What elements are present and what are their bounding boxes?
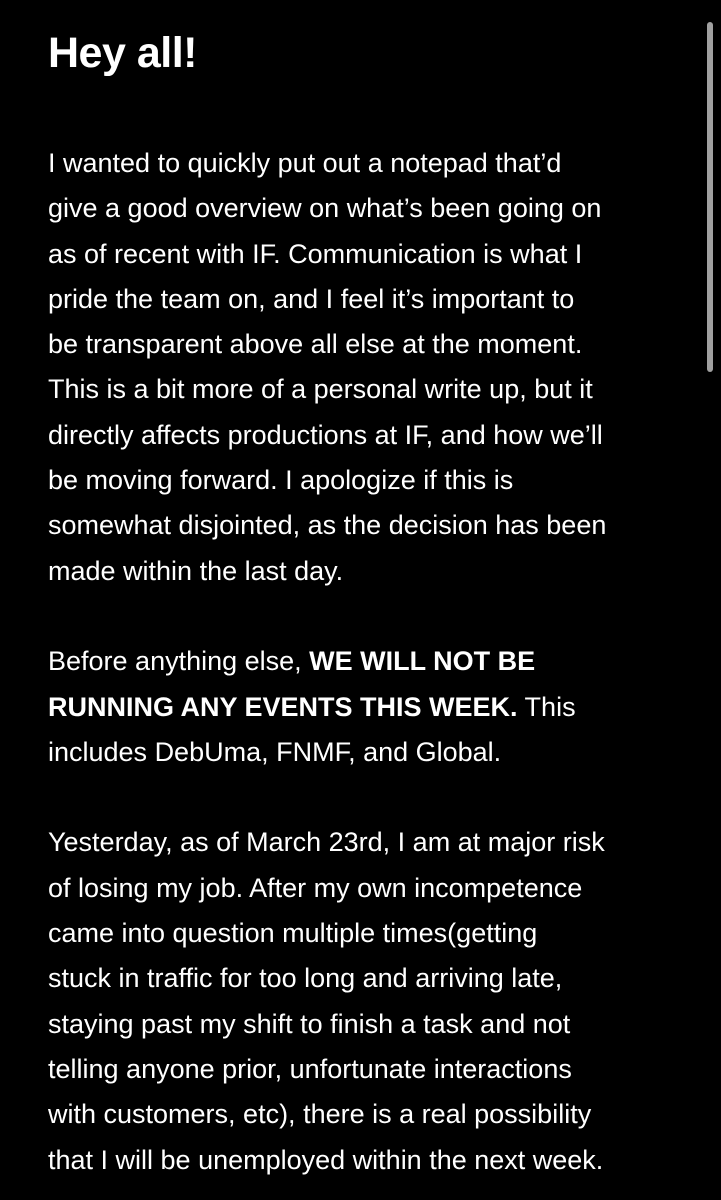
note-title[interactable]: Hey all!	[48, 29, 197, 77]
paragraph-spacer	[48, 775, 688, 820]
announcement-bold-text: WE WILL NOT BE	[309, 646, 536, 677]
text-line: This is a bit more of a personal write up, but it	[48, 374, 593, 405]
text-line: staying past my shift to finish a task and not	[48, 1008, 571, 1039]
text-line	[48, 685, 688, 730]
text-line: includes DebUma, FNMF, and Global.	[48, 736, 502, 767]
text-line: as of recent with IF. Communication is what I	[48, 238, 583, 269]
announcement-lead-text: Before anything else,	[48, 646, 310, 677]
text-line	[48, 639, 688, 684]
paragraph-intro	[48, 141, 688, 594]
text-line: stuck in traffic for too long and arriving late,	[48, 963, 563, 994]
text-line: of losing my job. After my own incompetence	[48, 872, 583, 903]
text-line: pride the team on, and I feel it’s important to	[48, 283, 575, 314]
text-line: somewhat disjointed, as the decision has been	[48, 510, 607, 541]
vertical-scrollbar[interactable]	[707, 22, 713, 372]
text-line: made within the last day.	[48, 555, 344, 586]
announcement-bold-text: RUNNING ANY EVENTS THIS WEEK.	[48, 691, 518, 722]
text-line: give a good overview on what’s been going on	[48, 193, 602, 224]
text-line: that I will be unemployed within the next week.	[48, 1144, 604, 1175]
text-line: be transparent above all else at the moment.	[48, 329, 583, 360]
text-line: directly affects productions at IF, and how we’ll	[48, 419, 603, 450]
note-body[interactable]	[48, 141, 688, 1183]
text-line: came into question multiple times(getting	[48, 918, 538, 949]
text-line: I wanted to quickly put out a notepad that’d	[48, 148, 562, 178]
paragraph-spacer	[48, 594, 688, 639]
text-line: with customers, etc), there is a real possibility	[48, 1099, 592, 1130]
announcement-tail-text: This	[517, 691, 576, 722]
paragraph-announcement	[48, 639, 688, 775]
paragraph-job-risk	[48, 820, 688, 1182]
text-line: Yesterday, as of March 23rd, I am at major risk	[48, 827, 605, 858]
text-line: be moving forward. I apologize if this is	[48, 465, 514, 496]
text-line: telling anyone prior, unfortunate interactions	[48, 1053, 572, 1084]
